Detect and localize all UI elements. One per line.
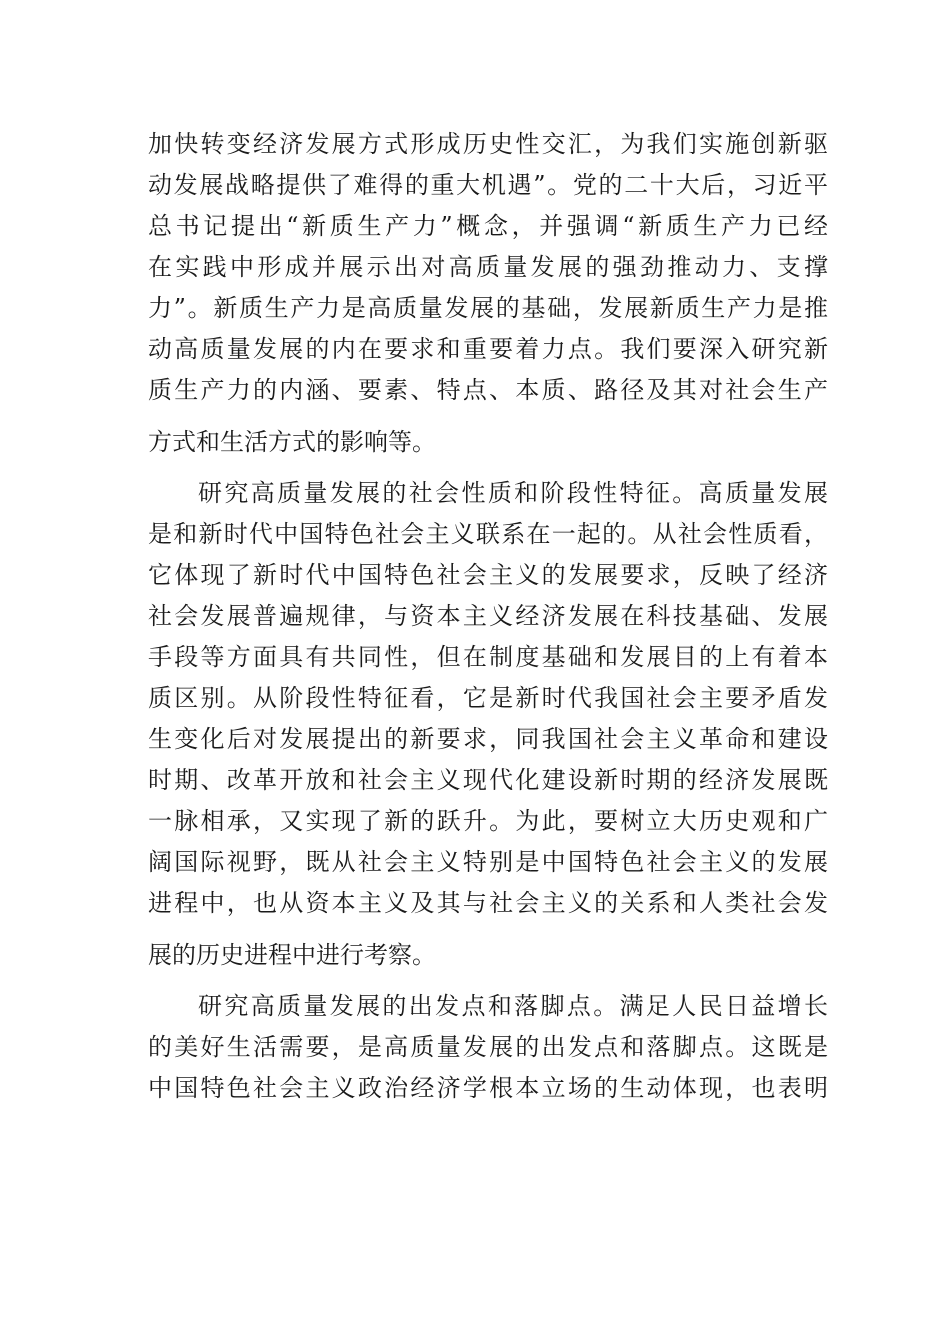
text-line: 生变化后对发展提出的新要求，同我国社会主义革命和建设	[148, 725, 828, 753]
text-line: 研究高质量发展的出发点和落脚点。满足人民日益增长	[198, 992, 828, 1020]
text-line: 加快转变经济发展方式形成历史性交汇，为我们实施创新驱	[148, 130, 828, 158]
text-line: 动高质量发展的内在要求和重要着力点。我们要深入研究新	[148, 335, 828, 363]
text-line: 质生产力的内涵、要素、特点、本质、路径及其对社会生产	[148, 376, 828, 404]
text-line: 手段等方面具有共同性，但在制度基础和发展目的上有着本	[148, 643, 828, 671]
text-line: 质区别。从阶段性特征看，它是新时代我国社会主要矛盾发	[148, 684, 828, 712]
text-line: 它体现了新时代中国特色社会主义的发展要求，反映了经济	[148, 561, 828, 589]
text-line: 研究高质量发展的社会性质和阶段性特征。高质量发展	[198, 479, 828, 507]
paragraph-2	[148, 473, 828, 986]
text-line: 一脉相承，又实现了新的跃升。为此，要树立大历史观和广	[148, 807, 828, 835]
text-line: 社会发展普遍规律，与资本主义经济发展在科技基础、发展	[148, 602, 828, 630]
text-line: 力”。新质生产力是高质量发展的基础，发展新质生产力是推	[148, 294, 828, 322]
body-text	[148, 124, 828, 1109]
text-line: 是和新时代中国特色社会主义联系在一起的。从社会性质看，	[148, 520, 828, 548]
text-line: 在实践中形成并展示出对高质量发展的强劲推动力、支撑	[148, 253, 828, 281]
text-line: 时期、改革开放和社会主义现代化建设新时期的经济发展既	[148, 766, 828, 794]
text-line: 进程中，也从资本主义及其与社会主义的关系和人类社会发	[148, 889, 828, 917]
paragraph-3	[148, 986, 828, 1109]
paragraph-1	[148, 124, 828, 473]
text-line: 阔国际视野，既从社会主义特别是中国特色社会主义的发展	[148, 848, 828, 876]
text-line: 总书记提出“新质生产力”概念，并强调“新质生产力已经	[148, 212, 828, 240]
text-line: 动发展战略提供了难得的重大机遇”。党的二十大后，习近平	[148, 171, 828, 199]
text-line: 展的历史进程中进行考察。	[148, 941, 436, 969]
text-line: 的美好生活需要，是高质量发展的出发点和落脚点。这既是	[148, 1033, 828, 1061]
text-line: 方式和生活方式的影响等。	[148, 428, 436, 456]
text-line: 中国特色社会主义政治经济学根本立场的生动体现，也表明	[148, 1074, 828, 1102]
